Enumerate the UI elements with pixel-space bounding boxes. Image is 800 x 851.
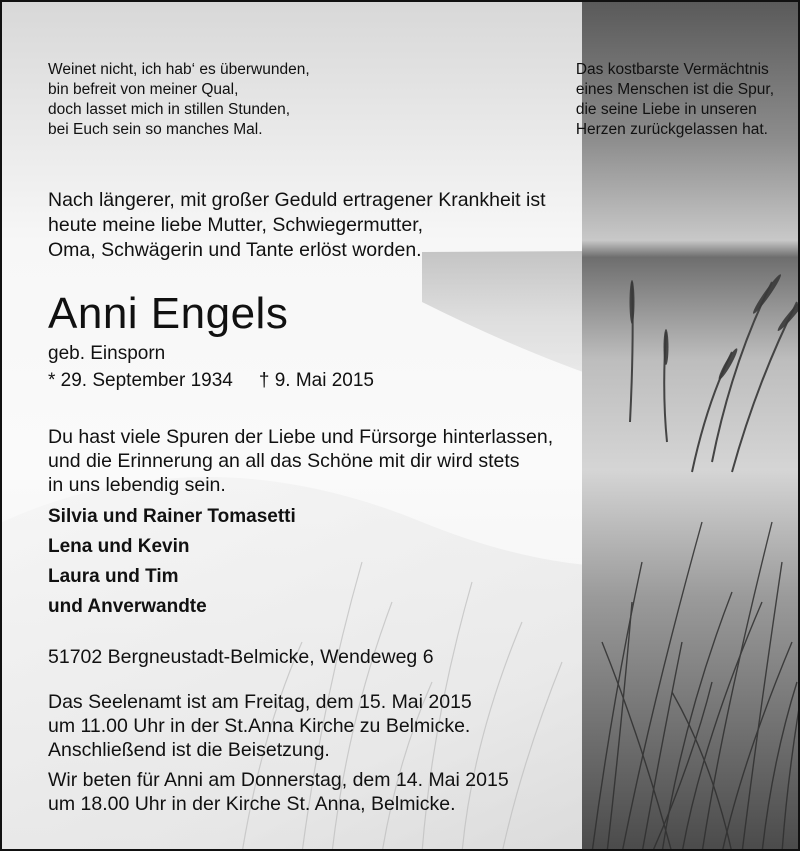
quote-right-line: eines Menschen ist die Spur,	[575, 81, 774, 98]
announcement-line: heute meine liebe Mutter, Schwiegermutter,	[48, 214, 424, 236]
memory-line: und die Erinnerung an all das Schöne mit dir wird stets	[48, 450, 520, 472]
mourner: und Anverwandte	[48, 596, 207, 617]
quote-right	[576, 60, 774, 140]
mourners-list	[48, 502, 296, 622]
service-line: Das Seelenamt ist am Freitag, dem 15. Mai 2015	[48, 691, 472, 713]
deceased-name: Anni Engels	[48, 289, 289, 338]
quote-right-line: die seine Liebe in unseren	[575, 101, 757, 118]
address: 51702 Bergneustadt-Belmicke, Wendeweg 6	[48, 646, 434, 668]
death-date: † 9. Mai 2015	[258, 370, 374, 391]
service-line: um 11.00 Uhr in der St.Anna Kirche zu Belmicke.	[48, 715, 471, 737]
mourner: Lena und Kevin	[48, 536, 190, 557]
quote-right-line: Das kostbarste Vermächtnis	[575, 61, 769, 78]
prayer-line: um 18.00 Uhr in der Kirche St. Anna, Belmicke.	[48, 793, 456, 815]
mourner: Laura und Tim	[48, 566, 179, 587]
memory-text	[48, 425, 553, 497]
poem-left-line: Weinet nicht, ich hab‘ es überwunden,	[48, 61, 310, 78]
quote-right-line: Herzen zurückgelassen hat.	[575, 121, 768, 138]
poem-left	[48, 60, 310, 140]
prayer-line: Wir beten für Anni am Donnerstag, dem 14. Mai 2015	[48, 769, 509, 791]
memory-line: in uns lebendig sein.	[48, 474, 226, 496]
birth-date: * 29. September 1934	[48, 370, 233, 391]
announcement-text	[48, 188, 546, 263]
poem-left-line: bin befreit von meiner Qual,	[48, 81, 239, 98]
poem-left-line: bei Euch sein so manches Mal.	[48, 121, 263, 138]
prayer-info	[48, 768, 509, 816]
life-dates	[48, 369, 374, 393]
announcement-line: Oma, Schwägerin und Tante erlöst worden.	[48, 239, 422, 261]
memory-line: Du hast viele Spuren der Liebe und Fürsorge hinterlassen,	[48, 426, 554, 448]
service-info	[48, 690, 472, 762]
poem-left-line: doch lasset mich in stillen Stunden,	[48, 101, 291, 118]
mourner: Silvia und Rainer Tomasetti	[48, 506, 296, 527]
service-line: Anschließend ist die Beisetzung.	[48, 739, 330, 761]
announcement-line: Nach längerer, mit großer Geduld ertragener Krankheit ist	[48, 189, 546, 211]
maiden-name: geb. Einsporn	[48, 343, 166, 364]
